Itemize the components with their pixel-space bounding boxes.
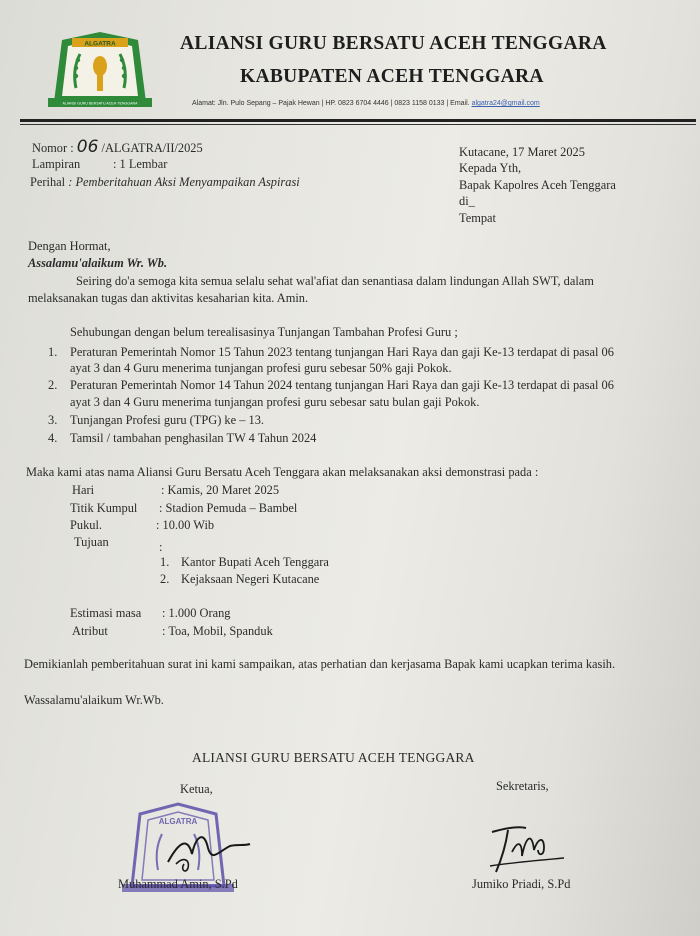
greeting: Dengan Hormat, [28,239,111,253]
item-line1: Tamsil / tambahan penghasilan TW 4 Tahun 2024 [70,431,317,445]
ketua-label: Ketua, [180,782,213,796]
recipient-di: di_ [459,194,475,208]
letterhead-address [192,100,540,107]
sekretaris-label: Sekretaris, [496,779,549,793]
salam: Assalamu'alaikum Wr. Wb. [28,256,168,270]
recipient-to: Kepada Yth, [459,161,522,175]
item-line1: Tunjangan Profesi guru (TPG) ke – 13. [70,413,264,427]
nomor-handwritten: 06 [76,137,99,157]
closing: Demikianlah pemberitahuan surat ini kami sampaikan, atas perhatian dan kerjasama Bapak kami ucapkan terima kasih. [24,657,616,671]
tujuan-colon: : [159,540,163,554]
perihal-line [30,175,300,190]
nomor-label: Nomor : [32,141,74,155]
atribut-label: Atribut [72,624,108,638]
item-line2: ayat 3 dan 4 Guru menerima tunjangan profesi guru sebesar 50% gaji Pokok. [70,361,452,375]
item-line2: ayat 3 dan 4 Guru menerima tunjangan profesi guru sebesar satu bulan gaji Pokok. [70,395,480,409]
atribut-value: : Toa, Mobil, Spanduk [162,624,273,638]
wassalam: Wassalamu'alaikum Wr.Wb. [24,693,164,707]
lampiran-value: : 1 Lembar [113,157,168,171]
sekretaris-name: Jumiko Priadi, S.Pd [472,877,571,891]
stamp-text: ALGATRA [158,817,198,826]
intro: Sehubungan dengan belum terealisasinya Tunjangan Tambahan Profesi Guru ; [70,325,458,339]
item-num: 1. [48,345,58,359]
letterhead-rule-thin [20,124,696,125]
logo-text-bottom: ALIANSI GURU BERSATU ACEH TENGGARA [62,101,138,106]
perihal-label: Perihal [30,175,66,189]
item-num: 4. [48,431,58,445]
titik-value: : Stadion Pemuda – Bambel [159,501,298,515]
ketua-name: Muhammad Amin, S.Pd [118,877,238,891]
algatra-logo [42,30,157,110]
letterhead-rule [20,119,696,122]
logo-text-top: ALGATRA [84,40,116,48]
recipient-name: Bapak Kapolres Aceh Tenggara [459,178,616,192]
lampiran-label: Lampiran [32,157,81,171]
tujuan-label: Tujuan [74,535,109,549]
tujuan-item-text: Kantor Bupati Aceh Tenggara [181,555,329,569]
nomor-line [32,137,203,157]
email-link[interactable]: algatra24@gmail.com [471,100,540,107]
tujuan-item-num: 1. [160,555,170,569]
address-text: Alamat: Jln. Pulo Sepang – Pajak Hewan | HP. 0823 6704 4446 | 0823 1158 0133 | Email. [192,100,472,107]
item-num: 2. [48,378,58,392]
item-line1: Peraturan Pemerintah Nomor 15 Tahun 2023 tentang tunjangan Hari Raya dan gaji Ke-13 terdapat di pasal 06 [70,345,614,359]
recipient-tempat: Tempat [459,211,496,225]
para1-line1: Seiring do'a semoga kita semua selalu sehat wal'afiat dan senantiasa dalam lindungan Allah SWT, dalam [76,274,594,288]
hari-value: : Kamis, 20 Maret 2025 [161,483,280,497]
estimasi-label: Estimasi masa [70,606,142,620]
action-intro: Maka kami atas nama Aliansi Guru Bersatu Aceh Tenggara akan melaksanakan aksi demonstrasi pada : [26,465,539,479]
pukul-value: : 10.00 Wib [156,518,215,532]
para1-line2: melaksanakan tugas dan aktivitas kesaharian kita. Amin. [28,291,309,305]
tujuan-item-num: 2. [160,572,170,586]
letterhead-org-name: ALIANSI GURU BERSATU ACEH TENGGARA [180,33,607,54]
pukul-label: Pukul. [70,518,103,532]
tujuan-item-text: Kejaksaan Negeri Kutacane [181,572,320,586]
hari-label: Hari [72,483,95,497]
estimasi-value: : 1.000 Orang [162,606,231,620]
perihal-value: : Pemberitahuan Aksi Menyampaikan Aspirasi [68,175,300,189]
item-line1: Peraturan Pemerintah Nomor 14 Tahun 2024 tentang tunjangan Hari Raya dan gaji Ke-13 terdapat di pasal 06 [70,378,614,392]
sekretaris-signature [486,822,566,877]
letter-date: Kutacane, 17 Maret 2025 [459,145,585,159]
item-num: 3. [48,413,58,427]
letterhead-org-sub: KABUPATEN ACEH TENGGARA [240,66,544,87]
nomor-suffix: /ALGATRA/II/2025 [101,141,203,155]
titik-label: Titik Kumpul [70,501,138,515]
signature-org: ALIANSI GURU BERSATU ACEH TENGGARA [192,750,475,765]
